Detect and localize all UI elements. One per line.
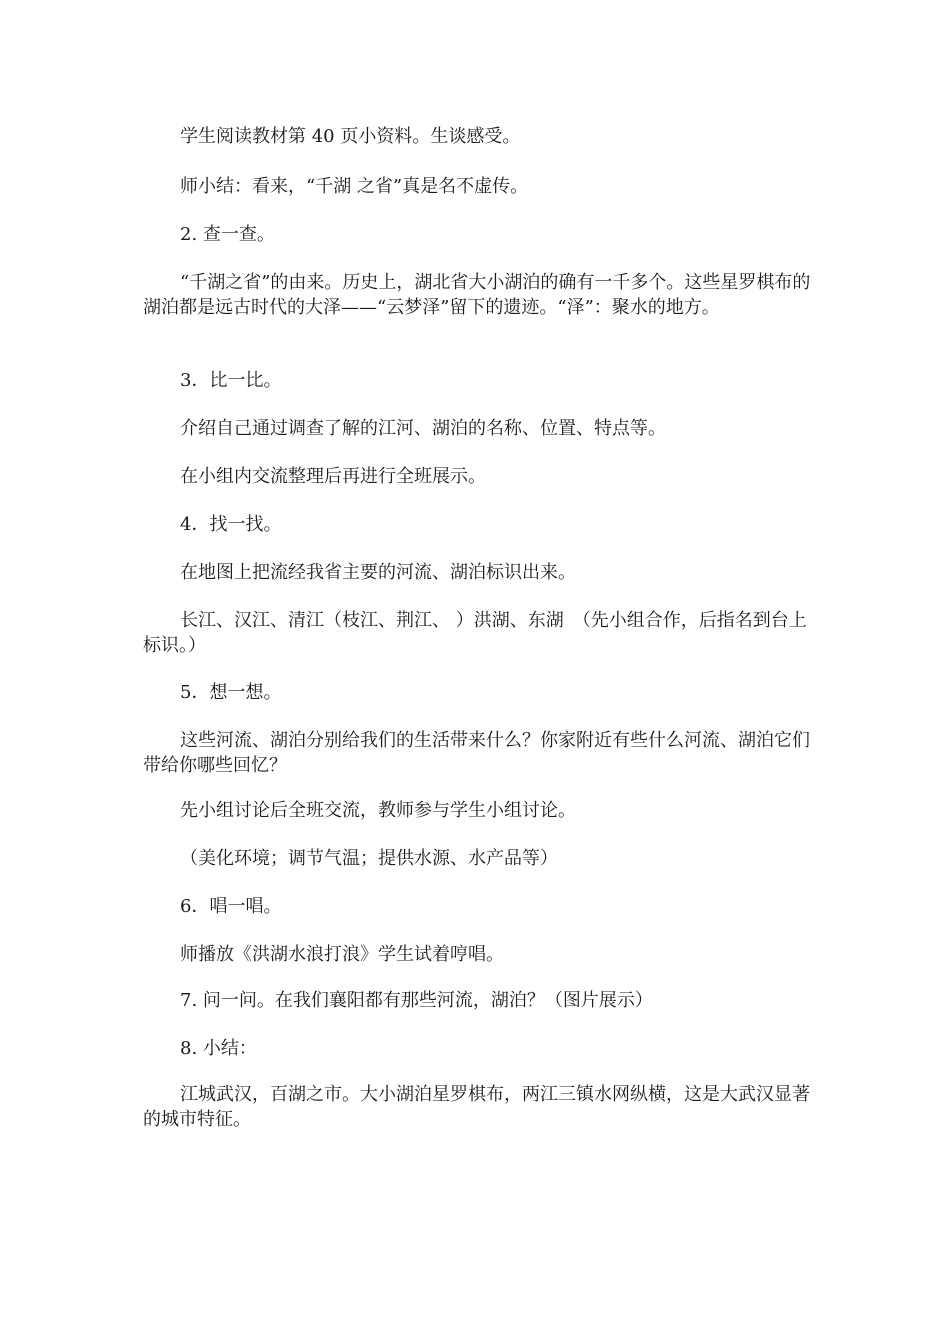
paragraph-map-marking: 在地图上把流经我省主要的河流、湖泊标识出来。: [180, 562, 576, 583]
paragraph-group-discussion: 先小组讨论后全班交流，教师参与学生小组讨论。: [180, 800, 576, 821]
paragraph-reading-material: 学生阅读教材第 40 页小资料。生谈感受。: [180, 126, 521, 147]
paragraph-benefits-answer: （美化环境；调节气温；提供水源、水产品等）: [180, 848, 558, 869]
paragraph-song: 师播放《洪湖水浪打浪》学生试着哼唱。: [180, 944, 504, 965]
paragraph-heading-5: 5．想一想。: [180, 682, 282, 703]
paragraph-heading-6: 6．唱一唱。: [180, 896, 282, 917]
paragraph-origin-of-name: “千湖之省”的由来。历史上，湖北省大小湖泊的确有一千多个。这些星罗棋布的湖泊都是远古时代的大泽——“云梦泽”留下的遗迹。“泽”：聚水的地方。: [143, 272, 811, 318]
paragraph-heading-2: 2. 查一查。: [180, 224, 275, 245]
paragraph-introduce-rivers: 介绍自己通过调查了解的江河、湖泊的名称、位置、特点等。: [180, 418, 666, 439]
paragraph-teacher-summary: 师小结：看来，“千湖 之省”真是名不虚传。: [180, 176, 529, 197]
paragraph-river-list: 长江、汉江、清江（枝江、荆江、 ）洪湖、东湖 （先小组合作，后指名到台上标识。）: [143, 610, 807, 656]
paragraph-heading-3: 3．比一比。: [180, 370, 282, 391]
paragraph-wuhan-summary: 江城武汉，百湖之市。大小湖泊星罗棋布，两江三镇水网纵横，这是大武汉显著的城市特征。: [143, 1084, 810, 1130]
paragraph-heading-8: 8. 小结：: [180, 1038, 257, 1059]
paragraph-heading-4: 4．找一找。: [180, 514, 282, 535]
paragraph-group-exchange: 在小组内交流整理后再进行全班展示。: [180, 466, 486, 487]
paragraph-life-benefits-question: 这些河流、湖泊分别给我们的生活带来什么？你家附近有些什么河流、湖泊它们带给你哪些回忆？: [143, 730, 810, 776]
paragraph-heading-7: 7. 问一问。在我们襄阳都有那些河流，湖泊？（图片展示）: [180, 990, 653, 1011]
